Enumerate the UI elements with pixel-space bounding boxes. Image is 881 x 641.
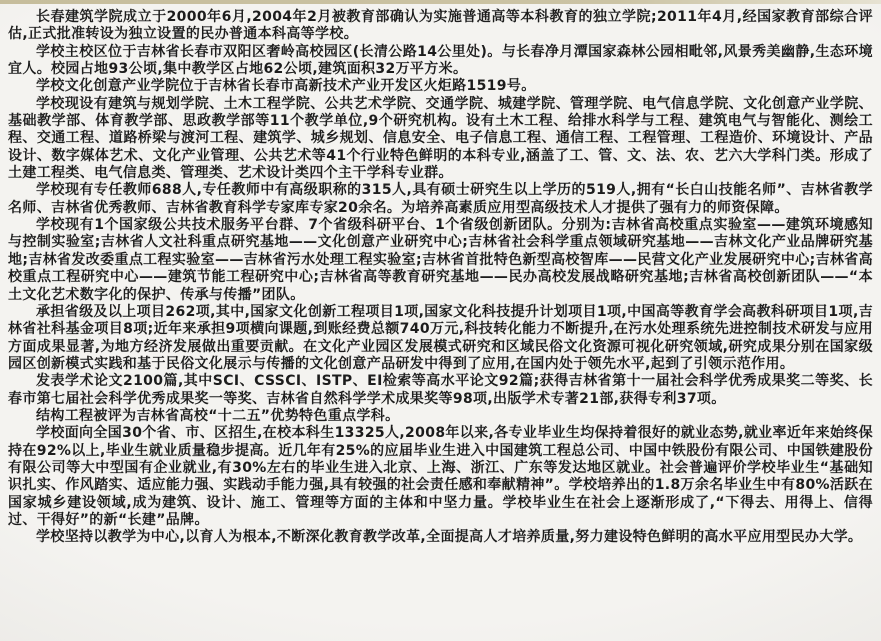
paragraph: 学校现有专任教师688人,专任教师中有高级职称的315人,具有硕士研究生以上学历的519人,拥有“长白山技能名师”、吉林省教学名师、吉林省优秀教师、吉林省教育科学专家库专家20余名。为培养高素质应用型高级技术人才提供了强有力的师资保障。	[8, 182, 873, 216]
paragraph: 结构工程被评为吉林省高校“十二五”优势特色重点学科。	[36, 407, 400, 424]
paragraph: 发表学术论文2100篇,其中SCI、CSSCI、ISTP、EI检索等高水平论文92篇;获得吉林省第十一届社会科学优秀成果奖二等奖、长春市第七届社会科学优秀成果奖一等奖、吉林省自然科学学术成果奖等98项,出版学术专著21部,获得专利37项。	[8, 373, 873, 407]
paragraph-list	[8, 9, 873, 547]
paragraph: 学校文化创意产业学院位于吉林省长春市高新技术产业开发区火炬路1519号。	[36, 78, 536, 95]
paragraph: 学校坚持以教学为中心,以育人为根本,不断深化教育教学改革,全面提高人才培养质量,努力建设特色鲜明的高水平应用型民办大学。	[36, 529, 863, 546]
paragraph: 承担省级及以上项目262项,其中,国家文化创新工程项目1项,国家文化科技提升计划项目1项,中国高等教育学会高教科研项目1项,吉林省社科基金项目8项;近年来承担9项横向课题,到账经费总额740万元,科技转化能力不断提升,在污水处理系统先进控制技术研发与应用方面成果显著,为地方经济发展做出重要贡献。在文化产业园区发展模式研究和区域民俗文化资源可视化研究领域,研究成果分别在国家级园区创新模式实践和基于民俗文化展示与传播的文化创意产品研发中得到了应用,在国内处于领先水平,起到了引领示范作用。	[8, 303, 873, 372]
paragraph: 学校现有1个国家级公共技术服务平台群、7个省级科研平台、1个省级创新团队。分别为:吉林省高校重点实验室——建筑环境感知与控制实验室;吉林省人文社科重点研究基地——文化创意产业研究中心;吉林省社会科学重点领域研究基地——吉林文化产业品牌研究基地;吉林省发改委重点工程实验室——吉林省污水处理工程实验室;吉林省首批特色新型高校智库——民营文化产业发展研究中心;吉林省高校重点工程研究中心——建筑节能工程研究中心;吉林省高等教育研究基地——民办高校发展战略研究基地;吉林省高校创新团队——“本土文化艺术数字化的保护、传承与传播”团队。	[8, 217, 873, 303]
article-body	[0, 4, 881, 641]
paragraph: 学校主校区位于吉林省长春市双阳区奢岭高校园区(长清公路14公里处)。与长春净月潭国家森林公园相毗邻,风景秀美幽静,生态环境宜人。校园占地93公顷,集中教学区占地62公顷,建筑面积32万平方米。	[8, 43, 873, 78]
paragraph: 学校现设有建筑与规划学院、土木工程学院、公共艺术学院、交通学院、城建学院、管理学院、电气信息学院、文化创意产业学院、基础教学部、体育教学部、思政教学部等11个教学单位,9个研究机构。设有土木工程、给排水科学与工程、建筑电气与智能化、测绘工程、交通工程、道路桥梁与渡河工程、建筑学、城乡规划、信息安全、电子信息工程、通信工程、工程管理、工程造价、环境设计、产品设计、数字媒体艺术、文化产业管理、公共艺术等41个行业特色鲜明的本科专业,涵盖了工、管、文、法、农、艺六大学科门类。形成了土建工程类、电气信息类、管理类、艺术设计类四个主干学科专业群。	[8, 95, 873, 182]
paragraph: 学校面向全国30个省、市、区招生,在校本科生13325人,2008年以来,各专业毕业生均保持着很好的就业态势,就业率近年来始终保持在92%以上,毕业生就业质量稳步提高。近几年有25%的应届毕业生进入中国建筑工程总公司、中国中铁股份有限公司、中国铁建股份有限公司等大中型国有企业就业,有30%左右的毕业生进入北京、上海、浙江、广东等发达地区就业。社会普遍评价学校毕业生“基础知识扎实、作风踏实、适应能力强、实践动手能力强,具有较强的社会责任感和奉献精神”。学校培养出的1.8万余名毕业生中有80%活跃在国家城乡建设领域,成为建筑、设计、施工、管理等方面的主体和中坚力量。学校毕业生在社会上逐渐形成了,“下得去、用得上、信得过、干得好”的新“长建”品牌。	[8, 425, 873, 528]
paragraph: 长春建筑学院成立于2000年6月,2004年2月被教育部确认为实施普通高等本科教育的独立学院;2011年4月,经国家教育部综合评估,正式批准转设为独立设置的民办普通本科高等学校。	[8, 9, 873, 43]
